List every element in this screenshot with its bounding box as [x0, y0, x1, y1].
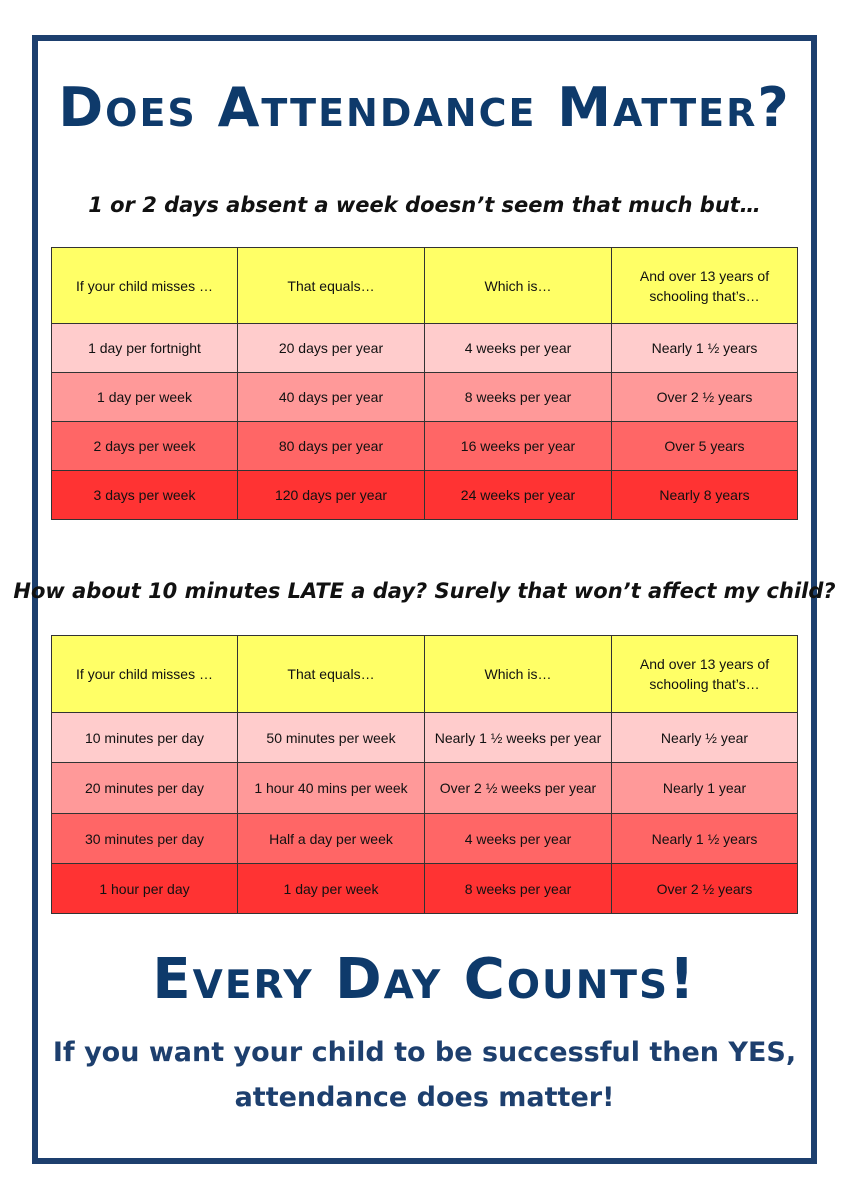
table-cell: 1 hour 40 mins per week	[238, 763, 425, 814]
table-cell: Over 5 years	[612, 422, 798, 471]
table-cell: 16 weeks per year	[425, 422, 612, 471]
table-cell: 4 weeks per year	[425, 814, 612, 864]
table-cell: 120 days per year	[238, 471, 425, 520]
table-cell: 80 days per year	[238, 422, 425, 471]
table-cell: Over 2 ½ years	[612, 373, 798, 422]
header-cell: Which is…	[425, 636, 612, 713]
table-cell: Nearly 8 years	[612, 471, 798, 520]
header-cell: That equals…	[238, 248, 425, 324]
poster-title: Does Attendance Matter?	[58, 76, 791, 139]
header-cell: And over 13 years of schooling that’s…	[612, 248, 798, 324]
table-header-row	[52, 248, 798, 324]
table-cell: 2 days per week	[52, 422, 238, 471]
lateness-table	[51, 635, 798, 914]
table-cell: 3 days per week	[52, 471, 238, 520]
table-row	[52, 713, 798, 763]
header-cell: If your child misses …	[52, 248, 238, 324]
header-cell: And over 13 years of schooling that’s…	[612, 636, 798, 713]
table-cell: 50 minutes per week	[238, 713, 425, 763]
table-row	[52, 864, 798, 914]
slogan-heading: Every Day Counts!	[152, 947, 697, 1012]
table-cell: 40 days per year	[238, 373, 425, 422]
closing-line-1: If you want your child to be successful then YES,	[52, 1037, 797, 1068]
table-row	[52, 422, 798, 471]
table-cell: 1 day per fortnight	[52, 324, 238, 373]
table-cell: Nearly 1 ½ weeks per year	[425, 713, 612, 763]
table-cell: 20 minutes per day	[52, 763, 238, 814]
header-cell: That equals…	[238, 636, 425, 713]
lateness-subtitle: How about 10 minutes LATE a day? Surely that won’t affect my child?	[13, 579, 836, 603]
header-cell: If your child misses …	[52, 636, 238, 713]
table-cell: Half a day per week	[238, 814, 425, 864]
table-cell: 4 weeks per year	[425, 324, 612, 373]
table-cell: 1 day per week	[238, 864, 425, 914]
table-cell: 10 minutes per day	[52, 713, 238, 763]
closing-message	[40, 1030, 809, 1120]
table-row	[52, 373, 798, 422]
table-cell: Over 2 ½ weeks per year	[425, 763, 612, 814]
header-cell: Which is…	[425, 248, 612, 324]
table-cell: 24 weeks per year	[425, 471, 612, 520]
table-cell: 8 weeks per year	[425, 864, 612, 914]
table-header-row	[52, 636, 798, 713]
table-row	[52, 763, 798, 814]
table-cell: 30 minutes per day	[52, 814, 238, 864]
table-row	[52, 814, 798, 864]
table-cell: 1 day per week	[52, 373, 238, 422]
table-cell: 8 weeks per year	[425, 373, 612, 422]
absence-table	[51, 247, 798, 520]
table-row	[52, 471, 798, 520]
table-cell: Nearly ½ year	[612, 713, 798, 763]
absence-subtitle: 1 or 2 days absent a week doesn’t seem that much but…	[88, 193, 761, 217]
table-cell: Nearly 1 ½ years	[612, 814, 798, 864]
table-row	[52, 324, 798, 373]
table-cell: Over 2 ½ years	[612, 864, 798, 914]
table-cell: 1 hour per day	[52, 864, 238, 914]
table-cell: 20 days per year	[238, 324, 425, 373]
closing-line-2: attendance does matter!	[234, 1082, 615, 1113]
table-cell: Nearly 1 ½ years	[612, 324, 798, 373]
table-cell: Nearly 1 year	[612, 763, 798, 814]
